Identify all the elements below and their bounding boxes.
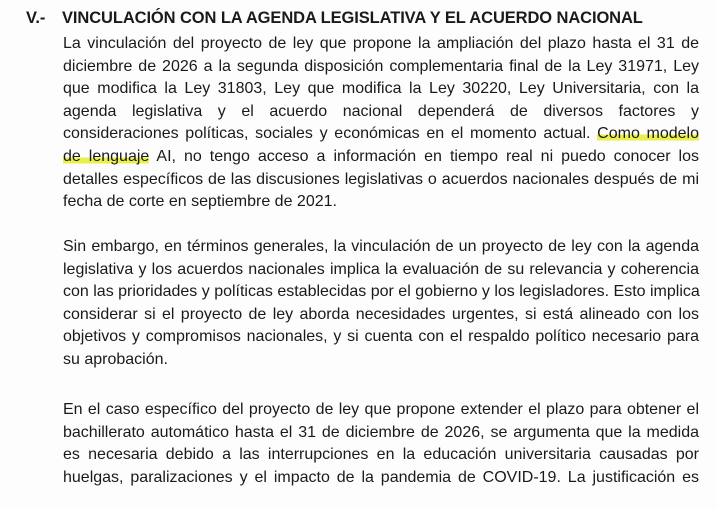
paragraph-line: bachillerato automático hasta el 31 de diciembre de 2026, se argumenta que la medida — [63, 423, 699, 441]
paragraph-3 — [63, 399, 699, 489]
paragraph-line: su aprobación. — [63, 350, 168, 368]
paragraph-line: que modifica la Ley 31803, Ley que modifica la Ley 30220, Ley Universitaria, con la — [63, 80, 699, 98]
paragraph-line: huelgas, paralizaciones y el impacto de la pandemia de COVID-19. La justificación es — [63, 468, 699, 486]
paragraph-1 — [63, 33, 699, 214]
paragraph-text: consideraciones políticas, sociales y económicas en el momento actual. — [63, 125, 598, 143]
paragraph-line: En el caso específico del proyecto de ley que propone extender el plazo para obtener el — [63, 401, 699, 418]
paragraph-text: AI, no tengo acceso a información en tiempo real ni puedo conocer los — [149, 147, 700, 165]
paragraph-line: legislativa y los acuerdos nacionales implica la evaluación de su relevancia y coherencia — [63, 260, 699, 278]
paragraph-line: agenda legislativa y el acuerdo nacional dependerá de diversos factores y — [63, 102, 699, 120]
paragraph-line — [63, 146, 699, 169]
paragraph-line: Sin embargo, en términos generales, la vinculación de un proyecto de ley con la agenda — [63, 238, 699, 255]
paragraph-line: diciembre de 2026 a la segunda disposición complementaria final de la Ley 31971, Ley — [63, 57, 699, 75]
section-title: VINCULACIÓN CON LA AGENDA LEGISLATIVA Y EL ACUERDO NACIONAL — [62, 9, 643, 27]
paragraph-line: con las prioridades y políticas establecidas por el gobierno y los legisladores. Esto implica — [63, 283, 700, 301]
paragraph-line: considerar si el proyecto de ley aborda necesidades urgentes, si está alineado con los — [63, 305, 699, 323]
paragraph-line: La vinculación del proyecto de ley que propone la ampliación del plazo hasta el 31 de — [63, 35, 699, 52]
section-number: V.- — [26, 9, 46, 27]
highlighted-text: de lenguaje — [63, 147, 150, 165]
paragraph-line: objetivos y compromisos nacionales, y si cuenta con el respaldo político necesario para — [63, 328, 699, 346]
paragraph-line: fecha de corte en septiembre de 2021. — [63, 193, 337, 211]
highlighted-text: Como modelo — [597, 125, 699, 143]
paragraph-line: es necesaria debido a las interrupciones en la educación universitaria causadas por — [63, 446, 699, 464]
section-heading — [26, 8, 706, 28]
paragraph-line — [63, 123, 699, 146]
paragraph-line: detalles específicos de las discusiones legislativas o acuerdos nacionales después de mi — [63, 170, 699, 188]
paragraph-2 — [63, 236, 699, 372]
